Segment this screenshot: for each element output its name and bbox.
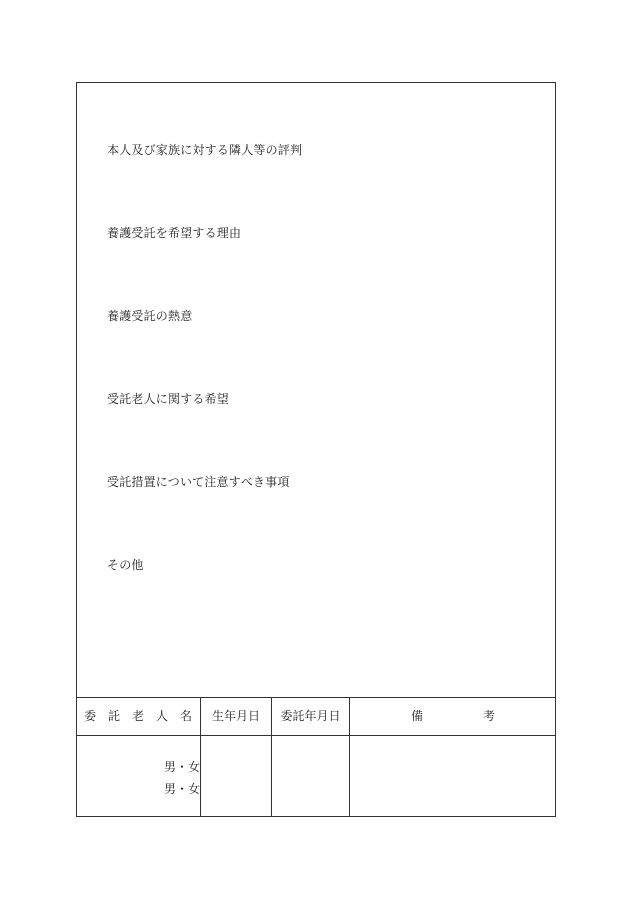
header-birthdate: 生年月日 <box>211 709 260 723</box>
table-row <box>76 735 556 817</box>
gender-option-male-female: 男・女 <box>163 760 200 774</box>
section-label-other: その他 <box>107 558 144 572</box>
header-elder-name: 委 託 老 人 名 <box>83 709 192 723</box>
section-label-points-of-attention: 受託措置について注意すべき事項 <box>107 475 290 489</box>
header-remarks: 備 考 <box>410 709 495 723</box>
section-label-wishes-regarding-elder: 受託老人に関する希望 <box>107 392 230 406</box>
header-entrust-date: 委託年月日 <box>280 709 341 723</box>
form-frame <box>76 82 556 817</box>
section-label-reason-for-request: 養護受託を希望する理由 <box>107 226 242 240</box>
section-label-neighbor-reputation: 本人及び家族に対する隣人等の評判 <box>107 143 303 157</box>
entrusted-elder-table <box>76 697 556 817</box>
section-label-enthusiasm: 養護受託の熱意 <box>107 309 193 323</box>
gender-option-male-female: 男・女 <box>163 782 200 796</box>
